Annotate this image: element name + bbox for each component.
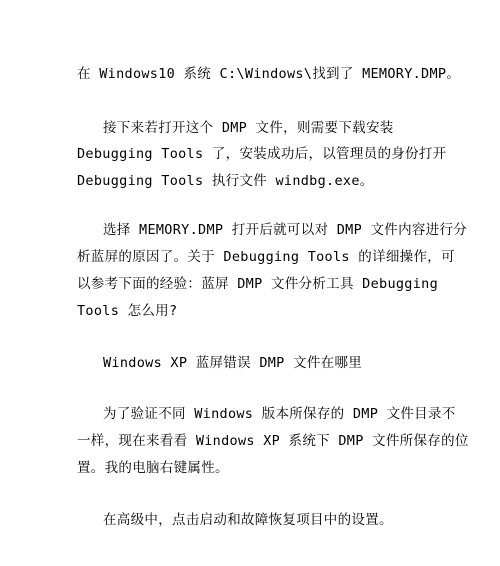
paragraph-5-line-3: 置。我的电脑右键属性。 xyxy=(77,460,229,476)
paragraph-3-line-4: Tools 怎么用? xyxy=(77,303,178,319)
paragraph-6-line-1: 在高级中，点击启动和故障恢复项目中的设置。 xyxy=(103,512,393,528)
paragraph-5-line-1: 为了验证不同 Windows 版本所保存的 DMP 文件目录不 xyxy=(103,406,456,422)
paragraph-1-line-1: 在 Windows10 系统 C:\Windows\找到了 MEMORY.DMP。 xyxy=(77,66,461,82)
paragraph-3-line-1: 选择 MEMORY.DMP 打开后就可以对 DMP 文件内容进行分 xyxy=(103,222,468,238)
paragraph-2-line-3: Debugging Tools 执行文件 windbg.exe。 xyxy=(77,173,374,189)
paragraph-5-line-2: 一样，现在来看看 Windows XP 系统下 DMP 文件所保存的位 xyxy=(77,433,469,449)
paragraph-3-line-3: 以参考下面的经验：蓝屏 DMP 文件分析工具 Debugging xyxy=(77,276,439,292)
paragraph-3-line-2: 析蓝屏的原因了。关于 Debugging Tools 的详细操作，可 xyxy=(77,249,455,265)
section-heading: Windows XP 蓝屏错误 DMP 文件在哪里 xyxy=(103,355,363,371)
cropped-next-line xyxy=(103,558,393,566)
paragraph-2-line-2: Debugging Tools 了，安装成功后，以管理员的身份打开 xyxy=(77,146,447,162)
paragraph-2-line-1: 接下来若打开这个 DMP 文件，则需要下载安装 xyxy=(103,120,394,136)
